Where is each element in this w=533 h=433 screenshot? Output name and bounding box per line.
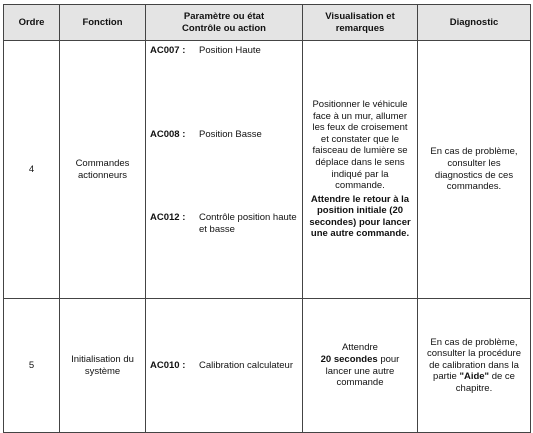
visualisation-bold: 20 secondes (320, 353, 378, 365)
ordre-cell: 5 (4, 299, 60, 433)
diagnostic-post: de ce chapitre. (455, 371, 515, 394)
visualisation-warning: Attendre le retour à la position initiale (20 secondes) pour lancer une autre commande. (309, 193, 411, 240)
diagnostic-pre: En cas de problème, consulter la procédure de calibration dans la partie (427, 336, 521, 383)
param-code: AC012 : (150, 212, 186, 223)
header-visualisation-line1: Visualisation et (325, 10, 395, 22)
param-label: Position Haute (199, 45, 261, 56)
visualisation-cell (303, 299, 418, 433)
parametre-cell (146, 41, 303, 299)
param-line-ac008 (150, 129, 299, 141)
table-row-5 (4, 299, 531, 433)
header-parametre-line1: Paramètre ou état (183, 10, 265, 22)
visualisation-cell (303, 41, 418, 299)
param-label: Contrôle position haute et basse (199, 212, 297, 235)
param-line-ac007 (150, 45, 299, 57)
header-visualisation-line2: remarques (335, 22, 385, 34)
header-visualisation (303, 5, 418, 41)
param-label: Position Basse (199, 129, 262, 140)
diagnostic-bold: "Aide" (459, 371, 490, 383)
fonction-cell: Commandes actionneurs (60, 41, 146, 299)
header-parametre-line2: Contrôle ou action (182, 22, 266, 34)
visualisation-text: Positionner le véhicule face à un mur, allumer les feux de croisement et constater que le faisceau de lumière se déplace dans le sens indiqué par la commande. (312, 99, 408, 192)
header-ordre: Ordre (4, 5, 60, 41)
visualisation-pre: Attendre (342, 342, 378, 354)
param-code: AC010 : (150, 359, 186, 371)
diagnostic-cell: En cas de problème, consulter les diagnostics de ces commandes. (418, 41, 531, 299)
diagnostic-cell (418, 299, 531, 433)
header-row (4, 5, 531, 41)
param-line-ac010 (146, 360, 302, 372)
table-row-4 (4, 41, 531, 299)
header-parametre (146, 5, 303, 41)
param-code: AC007 : (150, 45, 186, 56)
param-code: AC008 : (150, 129, 186, 140)
ordre-cell: 4 (4, 41, 60, 299)
header-diagnostic: Diagnostic (418, 5, 531, 41)
fonction-cell: Initialisation du système (60, 299, 146, 433)
param-line-ac012 (150, 212, 299, 235)
diagnostic-table (3, 4, 531, 433)
visualisation-post: pour lancer une autre commande (325, 353, 400, 389)
header-fonction: Fonction (60, 5, 146, 41)
param-label: Calibration calculateur (199, 359, 293, 371)
parametre-cell (146, 299, 303, 433)
